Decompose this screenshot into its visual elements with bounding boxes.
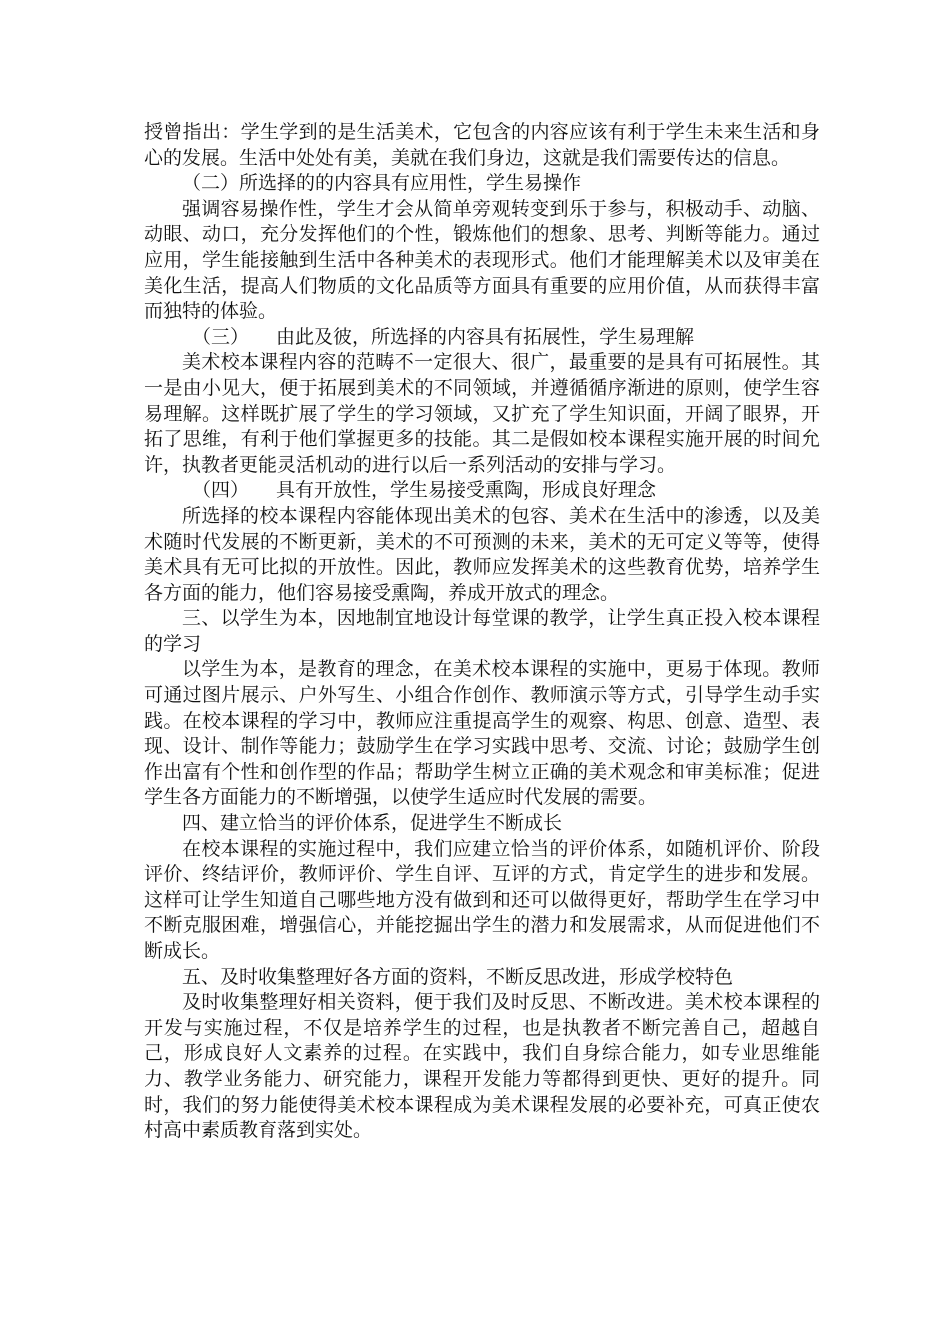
document-page [144, 120, 820, 1144]
heading-part-5: 五、及时收集整理好各方面的资料，不断反思改进，形成学校特色 [182, 965, 734, 988]
paragraph-part-4: 在校本课程的实施过程中，我们应建立恰当的评价体系，如随机评价、阶段评价、终结评价，教师评价、学生自评、互评的方式，肯定学生的进步和发展。这样可让学生知道自己哪些地方没有做到和还可以做得更好，帮助学生在学习中不断克服困难，增强信心，并能挖掘出学生的潜力和发展需求，从而促进他们不断成长。 [144, 837, 820, 962]
heading-section-3-text: 由此及彼，所选择的内容具有拓展性，学生易理解 [276, 325, 695, 348]
paragraph-part-3: 以学生为本，是教育的理念，在美术校本课程的实施中，更易于体现。教师可通过图片展示、户外写生、小组合作创作、教师演示等方式，引导学生动手实践。在校本课程的学习中，教师应注重提高学生的观察、构思、创意、造型、表现、设计、制作等能力；鼓励学生在学习实践中思考、交流、讨论；鼓励学生创作出富有个性和创作型的作品；帮助学生树立正确的美术观念和审美标准；促进学生各方面能力的不断增强，以使学生适应时代发展的需要。 [144, 658, 820, 809]
heading-section-2: （二）所选择的的内容具有应用性，学生易操作 [182, 172, 582, 195]
heading-section-4-number: （四） [192, 479, 250, 502]
heading-section-4 [144, 478, 820, 504]
heading-section-3-number: （三） [192, 325, 250, 348]
paragraph-continuation: 授曾指出：学生学到的是生活美术，它包含的内容应该有利于学生未来生活和身心的发展。生活中处处有美，美就在我们身边，这就是我们需要传达的信息。 [144, 121, 820, 169]
heading-section-3 [144, 325, 820, 351]
paragraph-section-3: 美术校本课程内容的范畴不一定很大、很广，最重要的是具有可拓展性。其一是由小见大，便于拓展到美术的不同领域，并遵循循序渐进的原则，使学生容易理解。这样既扩展了学生的学习领域，又扩充了学生知识面，开阔了眼界，开拓了思维，有利于他们掌握更多的技能。其二是假如校本课程实施开展的时间允许，执教者更能灵活机动的进行以后一系列活动的安排与学习。 [144, 351, 820, 476]
paragraph-section-4: 所选择的校本课程内容能体现出美术的包容、美术在生活中的渗透，以及美术随时代发展的不断更新，美术的不可预测的未来，美术的无可定义等等，使得美术具有无可比拟的开放性。因此，教师应发挥美术的这些教育优势，培养学生各方面的能力，他们容易接受熏陶，养成开放式的理念。 [144, 504, 820, 604]
paragraph-section-2: 强调容易操作性，学生才会从简单旁观转变到乐于参与，积极动手、动脑、动眼、动口，充分发挥他们的个性，锻炼他们的想象、思考、判断等能力。通过应用，学生能接触到生活中各种美术的表现形式。他们才能理解美术以及审美在美化生活，提高人们物质的文化品质等方面具有重要的应用价值，从而获得丰富而独特的体验。 [144, 197, 820, 323]
heading-part-4: 四、建立恰当的评价体系，促进学生不断成长 [182, 812, 563, 835]
heading-part-3: 三、以学生为本，因地制宜地设计每堂课的教学，让学生真正投入校本课程的学习 [144, 607, 820, 655]
paragraph-part-5: 及时收集整理好相关资料，便于我们及时反思、不断改进。美术校本课程的开发与实施过程，不仅是培养学生的过程，也是执教者不断完善自己，超越自己，形成良好人文素养的过程。在实践中，我们自身综合能力，如专业思维能力、教学业务能力、研究能力，课程开发能力等都得到更快、更好的提升。同时，我们的努力能使得美术校本课程成为美术课程发展的必要补充，可真正使农村高中素质教育落到实处。 [144, 991, 820, 1142]
heading-section-4-text: 具有开放性，学生易接受熏陶，形成良好理念 [276, 479, 657, 502]
